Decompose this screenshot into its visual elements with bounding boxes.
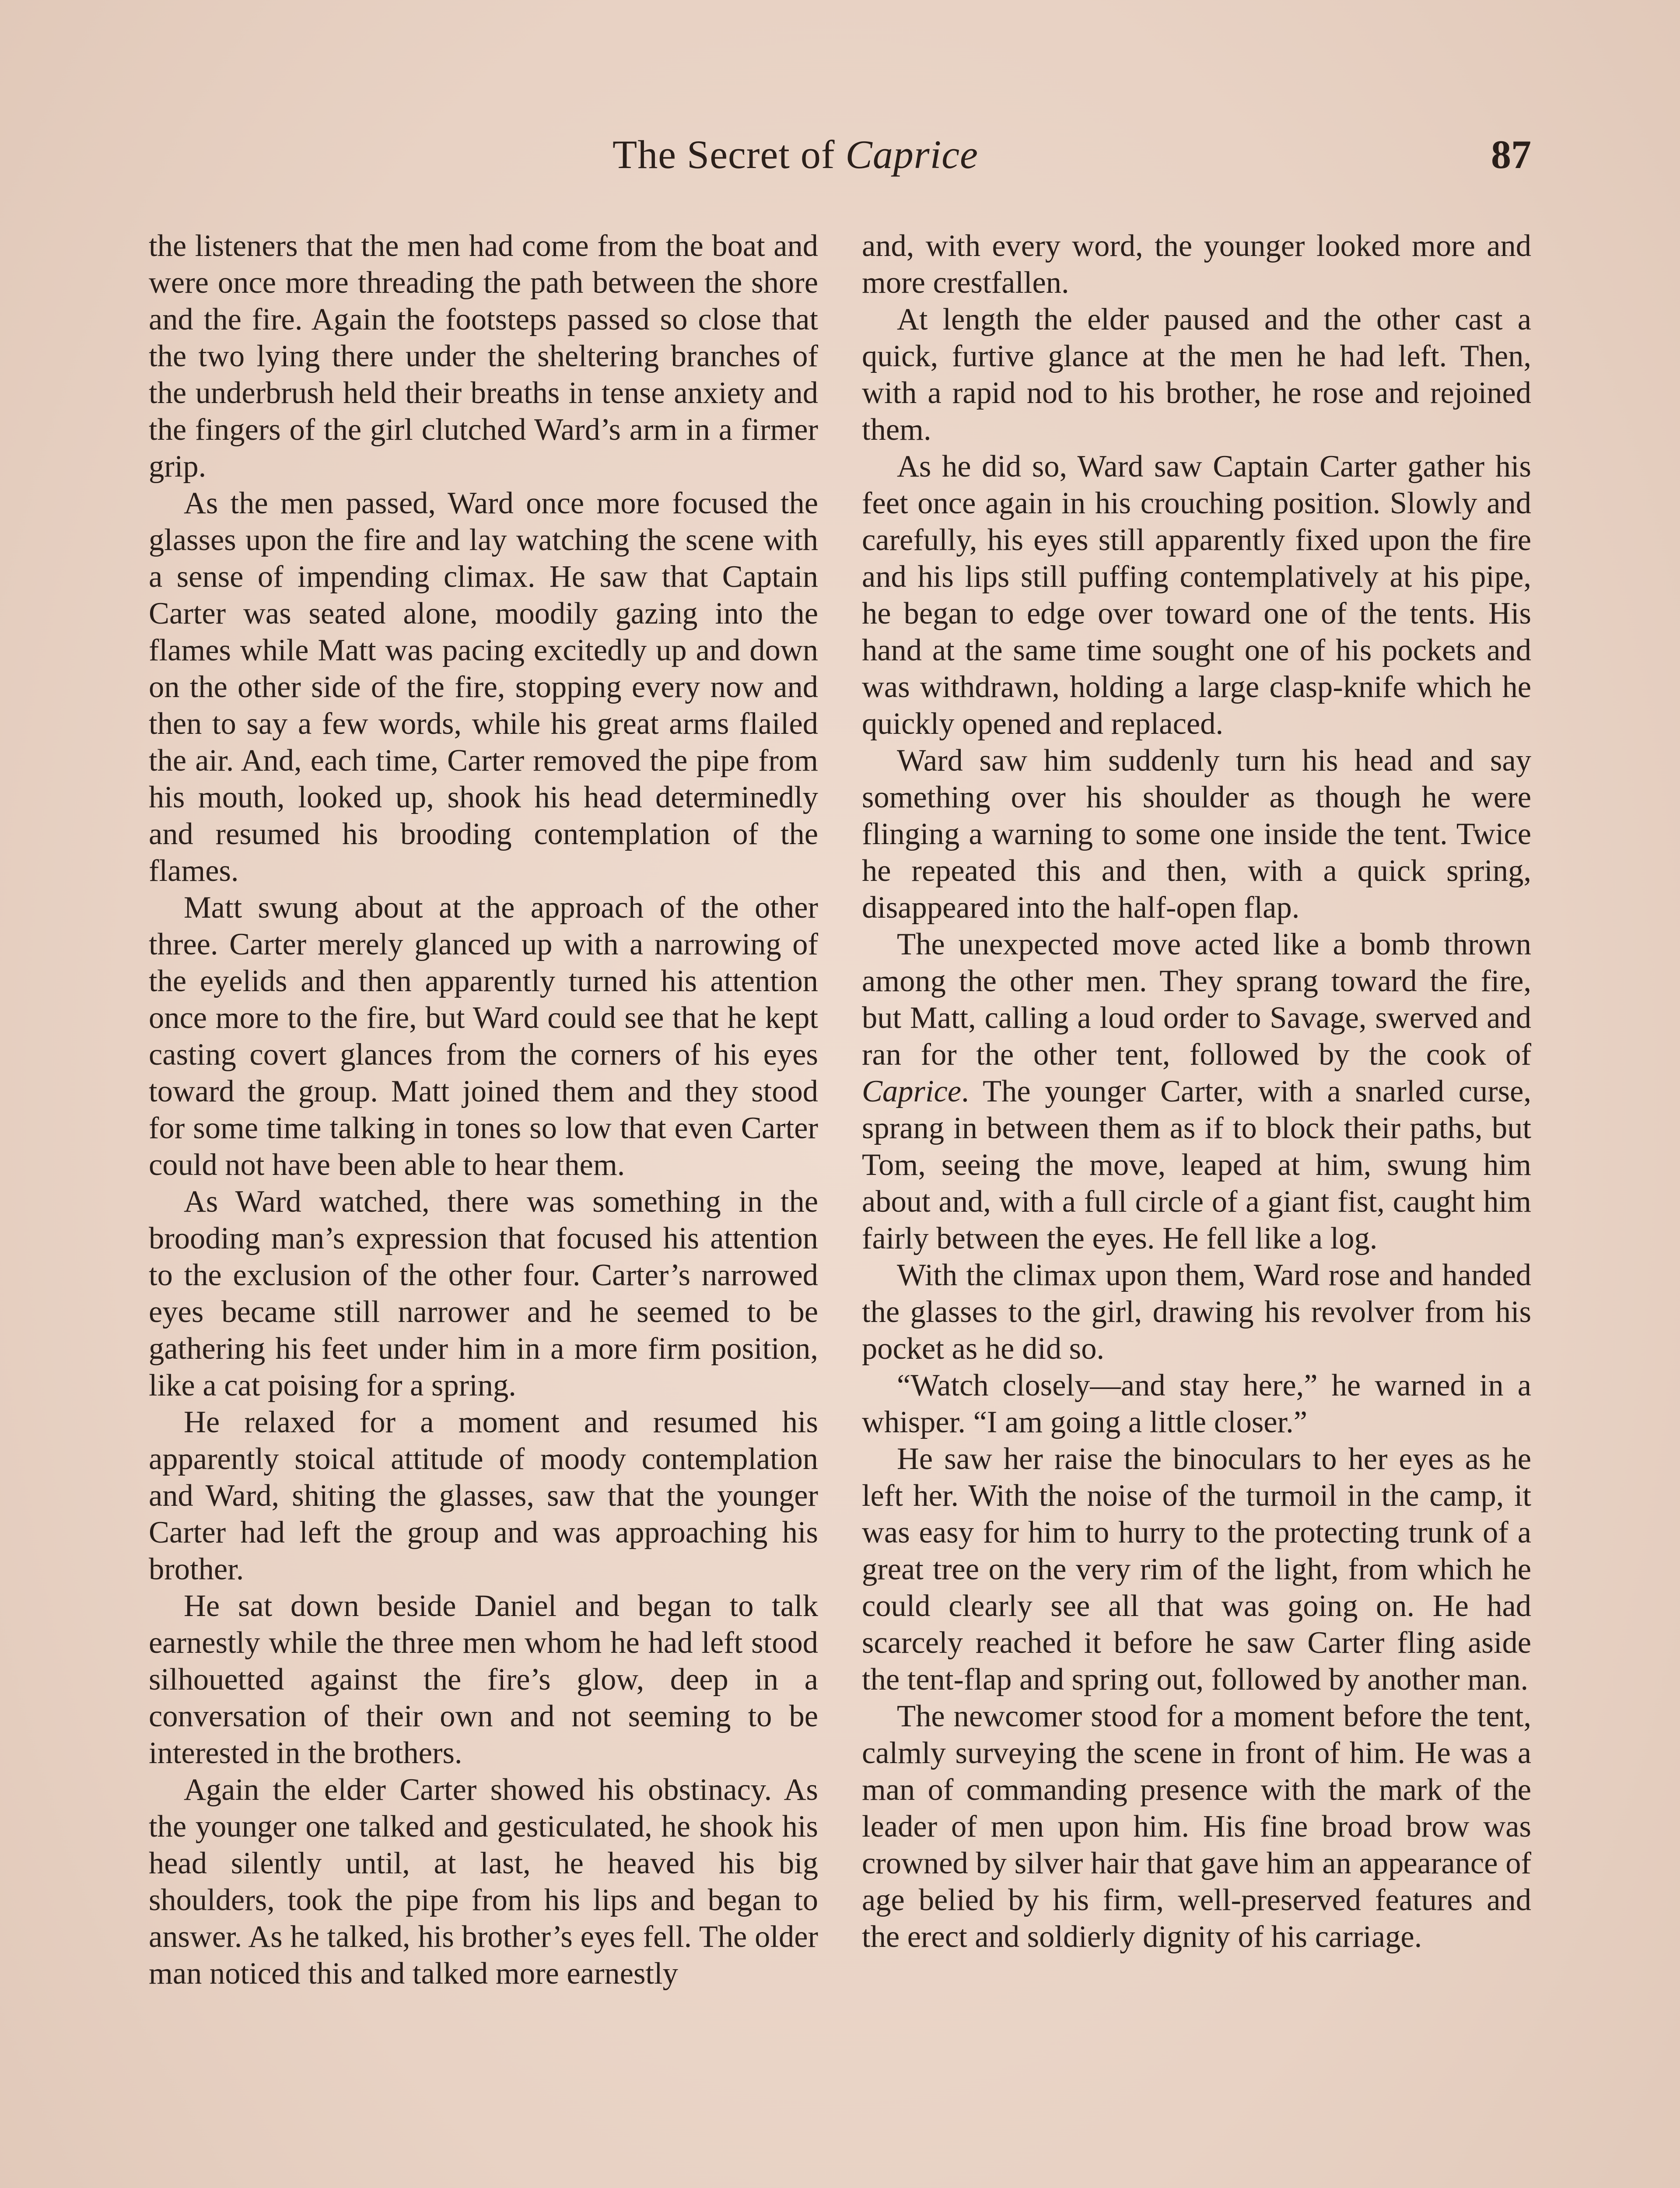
paragraph: the listeners that the men had come from the boat and were once more threading the path between the shore and the fire. Again the footsteps passed so close that the two lying there under the sheltering branches of the underbrush held their breaths in tense anxiety and the fingers of the girl clutched Ward’s arm in a firmer grip. [149, 229, 818, 484]
paragraph: The newcomer stood for a moment before the tent, calmly surveying the scene in front of him. He was a man of commanding presence with the mark of the leader of men upon him. His fine broad brow was crowned by silver hair that gave him an appearance of age belied by his firm, well-preserved features and the erect and soldierly dignity of his carriage. [862, 1699, 1531, 1954]
text-columns [149, 228, 1531, 2188]
running-head-text: The Secret of [612, 132, 846, 177]
paragraph: As the men passed, Ward once more focused the glasses upon the fire and lay watching the scene with a sense of impending climax. He saw that Captain Carter was seated alone, moodily gazing into the flames while Matt was pacing excitedly up and down on the other side of the fire, stopping every now and then to say a few words, while his great arms flailed the air. And, each time, Carter removed the pipe from his mouth, looked up, shook his head determinedly and resumed his brooding contemplation of the flames. [149, 486, 818, 888]
paragraph: Matt swung about at the approach of the other three. Carter merely glanced up with a narrowing of the eyelids and then apparently turned his attention once more to the fire, but Ward could see that he kept casting covert glances from the corners of his eyes toward the group. Matt joined them and they stood for some time talking in tones so low that even Carter could not have been able to hear them. [149, 891, 818, 1182]
page-number: 87 [1491, 132, 1531, 177]
paragraph-text: . The younger Carter, with a snarled curse, sprang in between them as if to block their paths, but Tom, seeing the move, leaped at him, swung him about and, with a full circle of a giant fist, caught him fairly between the eyes. He fell like a log. [862, 1074, 1531, 1255]
paragraph-text: The unexpected move acted like a bomb thrown among the other men. They sprang toward the fire, but Matt, calling a loud order to Savage, swerved and ran for the other tent, followed by the cook of [862, 927, 1531, 1072]
paragraph: Ward saw him suddenly turn his head and say something over his shoulder as though he were flinging a warning to some one inside the tent. Twice he repeated this and then, with a quick spring, disappeared into the half-open flap. [862, 743, 1531, 925]
page-header [149, 131, 1531, 193]
paragraph: As he did so, Ward saw Captain Carter gather his feet once again in his crouching position. Slowly and carefully, his eyes still apparently fixed upon the fire and his lips still puffing contemplatively at his pipe, he began to edge over toward one of the tents. His hand at the same time sought one of his pockets and was withdrawn, holding a large clasp-knife which he quickly opened and replaced. [862, 449, 1531, 741]
running-head [612, 131, 978, 178]
paragraph: Again the elder Carter showed his obstinacy. As the younger one talked and gesticulated, he shook his head silently until, at last, he heaved his big shoulders, took the pipe from his lips and began to answer. As he talked, his brother’s eyes fell. The older man noticed this and talked more earnestly [149, 1773, 818, 1991]
paragraph: As Ward watched, there was something in the brooding man’s expression that focused his attention to the exclusion of the other four. Carter’s narrowed eyes became still narrower and he seemed to be gathering his feet under him in a more firm position, like a cat poising for a spring. [149, 1185, 818, 1403]
paragraph: He sat down beside Daniel and began to talk earnestly while the three men whom he had left stood silhouetted against the fire’s glow, deep in a conversation of their own and not seeming to be interested in the brothers. [149, 1589, 818, 1770]
paragraph [862, 926, 1531, 1257]
paragraph: At length the elder paused and the other cast a quick, furtive glance at the men he had left. Then, with a rapid nod to his brother, he rose and rejoined them. [862, 302, 1531, 447]
ship-name-italic: Caprice [862, 1074, 962, 1108]
paragraph: He relaxed for a moment and resumed his apparently stoical attitude of moody contemplation and Ward, shiting the glasses, saw that the younger Carter had left the group and was approaching his brother. [149, 1405, 818, 1586]
paragraph: He saw her raise the binoculars to her eyes as he left her. With the noise of the turmoil in the camp, it was easy for him to hurry to the protecting trunk of a great tree on the very rim of the light, from which he could clearly see all that was going on. He had scarcely reached it before he saw Carter fling aside the tent-flap and spring out, followed by another man. [862, 1442, 1531, 1697]
paragraph-continuation: and, with every word, the younger looked more and more crestfallen. [862, 229, 1531, 300]
paragraph: “Watch closely—and stay here,” he warned in a whisper. “I am going a little closer.” [862, 1368, 1531, 1439]
right-column [862, 228, 1531, 2188]
left-column [149, 228, 818, 2188]
running-head-italic-title: Caprice [845, 132, 978, 177]
paragraph: With the climax upon them, Ward rose and handed the glasses to the girl, drawing his revolver from his pocket as he did so. [862, 1258, 1531, 1366]
